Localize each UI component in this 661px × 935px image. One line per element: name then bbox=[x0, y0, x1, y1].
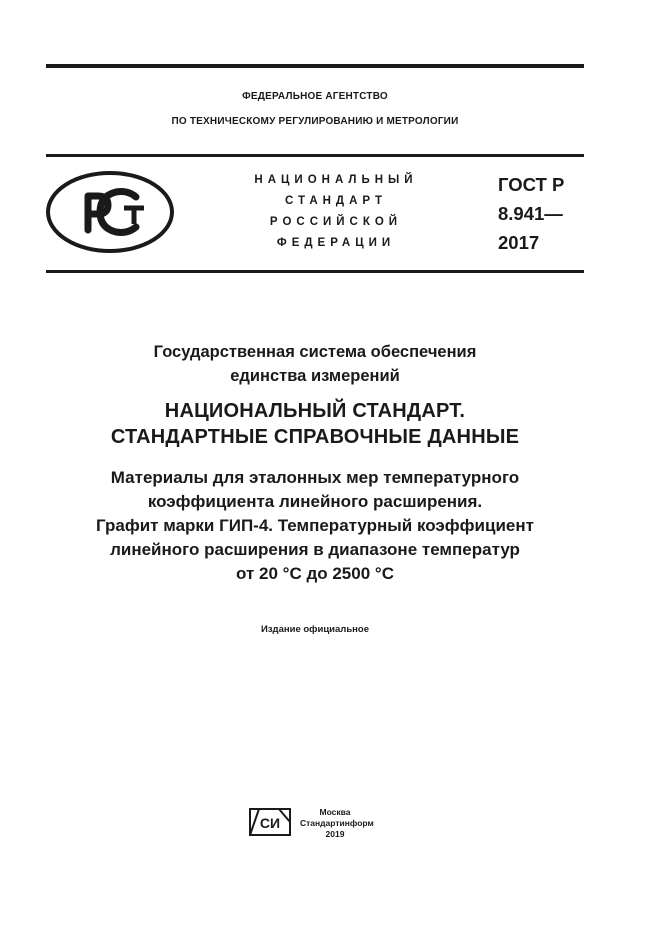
standartinform-logo-icon bbox=[249, 808, 291, 836]
standard-type-line-1: НАЦИОНАЛЬНЫЙ bbox=[254, 174, 418, 186]
rst-conformity-mark-icon bbox=[44, 170, 176, 254]
standard-type-line-3: РОССИЙСКОЙ bbox=[269, 216, 403, 228]
subtitle-line-5: от 20 °С до 2500 °С bbox=[236, 564, 394, 583]
publisher-imprint bbox=[300, 807, 374, 840]
standard-designation bbox=[498, 170, 598, 257]
series-line-2: единства измерений bbox=[230, 367, 400, 385]
document-subtitle bbox=[46, 466, 584, 586]
header-top-rule bbox=[46, 154, 584, 157]
publisher-year: 2019 bbox=[325, 829, 345, 839]
designation-line-3: 2017 bbox=[498, 232, 540, 253]
main-heading bbox=[46, 398, 584, 450]
publisher-name: Стандартинформ bbox=[300, 818, 374, 828]
top-rule bbox=[46, 64, 584, 68]
edition-label: Издание официальное bbox=[261, 624, 369, 635]
series-line-1: Государственная система обеспечения bbox=[153, 343, 477, 361]
agency-name-line-1: ФЕДЕРАЛЬНОЕ АГЕНТСТВО bbox=[242, 91, 388, 102]
agency-name-line-2: ПО ТЕХНИЧЕСКОМУ РЕГУЛИРОВАНИЮ И МЕТРОЛОГИИ bbox=[171, 116, 459, 127]
subtitle-line-2: коэффициента линейного расширения. bbox=[147, 492, 483, 511]
publisher-city: Москва bbox=[319, 807, 351, 817]
designation-line-1: ГОСТ Р bbox=[498, 174, 565, 195]
subtitle-line-1: Материалы для эталонных мер температурного bbox=[110, 468, 520, 487]
header-bottom-rule bbox=[46, 270, 584, 273]
heading-line-1: НАЦИОНАЛЬНЫЙ СТАНДАРТ. bbox=[164, 400, 466, 422]
standard-type-line-4: ФЕДЕРАЦИИ bbox=[276, 237, 396, 249]
subtitle-line-4: линейного расширения в диапазоне температур bbox=[110, 540, 520, 559]
series-title bbox=[46, 340, 584, 388]
publisher-logo-text: СИ bbox=[259, 815, 281, 831]
standard-type-block bbox=[236, 170, 436, 254]
standard-type-line-2: СТАНДАРТ bbox=[285, 195, 387, 207]
heading-line-2: СТАНДАРТНЫЕ СПРАВОЧНЫЕ ДАННЫЕ bbox=[110, 426, 520, 448]
subtitle-line-3: Графит марки ГИП-4. Температурный коэффициент bbox=[96, 516, 534, 535]
designation-line-2: 8.941— bbox=[498, 203, 563, 224]
